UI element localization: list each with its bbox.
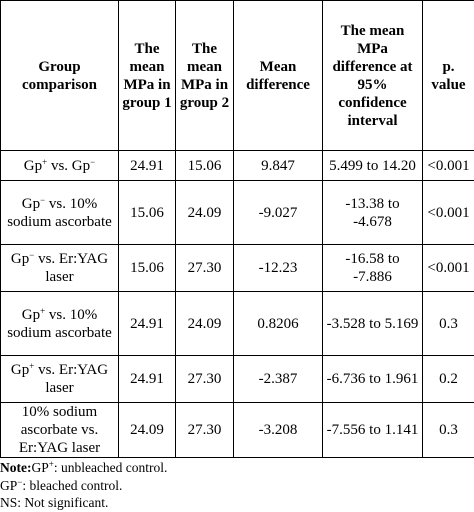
- mean-difference-cell: -3.208: [234, 403, 323, 458]
- group1-mean-cell: 24.91: [119, 292, 176, 356]
- p-value-cell: 0.2: [423, 356, 474, 403]
- p-value-cell: <0.001: [423, 181, 474, 245]
- note-line-bleached: GP−: bleached control.: [0, 477, 474, 495]
- confidence-interval-cell: -7.556 to 1.141: [323, 403, 423, 458]
- header-p-value: p. value: [423, 1, 474, 151]
- p-value-cell: 0.3: [423, 403, 474, 458]
- confidence-interval-cell: 5.499 to 14.20: [323, 151, 423, 181]
- mean-difference-cell: -12.23: [234, 245, 323, 292]
- header-mean-group-1: The mean MPa in group 1: [119, 1, 176, 151]
- group2-mean-cell: 27.30: [176, 403, 234, 458]
- group-cell: Gp− vs. Er:YAG laser: [1, 245, 119, 292]
- table-row: [1, 356, 474, 403]
- header-mean-difference: Mean difference: [234, 1, 323, 151]
- group-cell: Gp+ vs. 10% sodium ascorbate: [1, 292, 119, 356]
- table-notes: [0, 458, 474, 512]
- mean-difference-cell: 0.8206: [234, 292, 323, 356]
- group2-mean-cell: 27.30: [176, 356, 234, 403]
- header-group-comparison: Group comparison: [1, 1, 119, 151]
- group2-mean-cell: 27.30: [176, 245, 234, 292]
- note-line-not-significant: NS: Not significant.: [0, 494, 474, 512]
- table-row: [1, 151, 474, 181]
- group1-mean-cell: 15.06: [119, 245, 176, 292]
- header-confidence-interval: The mean MPa difference at 95% confidence interval: [323, 1, 423, 151]
- header-row: [1, 1, 474, 151]
- confidence-interval-cell: -3.528 to 5.169: [323, 292, 423, 356]
- confidence-interval-cell: -13.38 to -4.678: [323, 181, 423, 245]
- p-value-cell: 0.3: [423, 292, 474, 356]
- group-cell: Gp+ vs. Er:YAG laser: [1, 356, 119, 403]
- mean-difference-cell: -9.027: [234, 181, 323, 245]
- note-line-unbleached: Note:GP+: unbleached control.: [0, 459, 474, 477]
- group-cell: Gp+ vs. Gp−: [1, 151, 119, 181]
- group1-mean-cell: 24.91: [119, 151, 176, 181]
- group2-mean-cell: 24.09: [176, 181, 234, 245]
- table-row: [1, 181, 474, 245]
- group1-mean-cell: 15.06: [119, 181, 176, 245]
- group1-mean-cell: 24.91: [119, 356, 176, 403]
- mean-difference-cell: -2.387: [234, 356, 323, 403]
- group-cell: 10% sodium ascorbate vs. Er:YAG laser: [1, 403, 119, 458]
- confidence-interval-cell: -16.58 to -7.886: [323, 245, 423, 292]
- header-mean-group-2: The mean MPa in group 2: [176, 1, 234, 151]
- group-cell: Gp− vs. 10% sodium ascorbate: [1, 181, 119, 245]
- table-row: [1, 245, 474, 292]
- group2-mean-cell: 24.09: [176, 292, 234, 356]
- group1-mean-cell: 24.09: [119, 403, 176, 458]
- table-row: [1, 403, 474, 458]
- group2-mean-cell: 15.06: [176, 151, 234, 181]
- mean-difference-cell: 9.847: [234, 151, 323, 181]
- p-value-cell: <0.001: [423, 151, 474, 181]
- p-value-cell: <0.001: [423, 245, 474, 292]
- table-row: [1, 292, 474, 356]
- confidence-interval-cell: -6.736 to 1.961: [323, 356, 423, 403]
